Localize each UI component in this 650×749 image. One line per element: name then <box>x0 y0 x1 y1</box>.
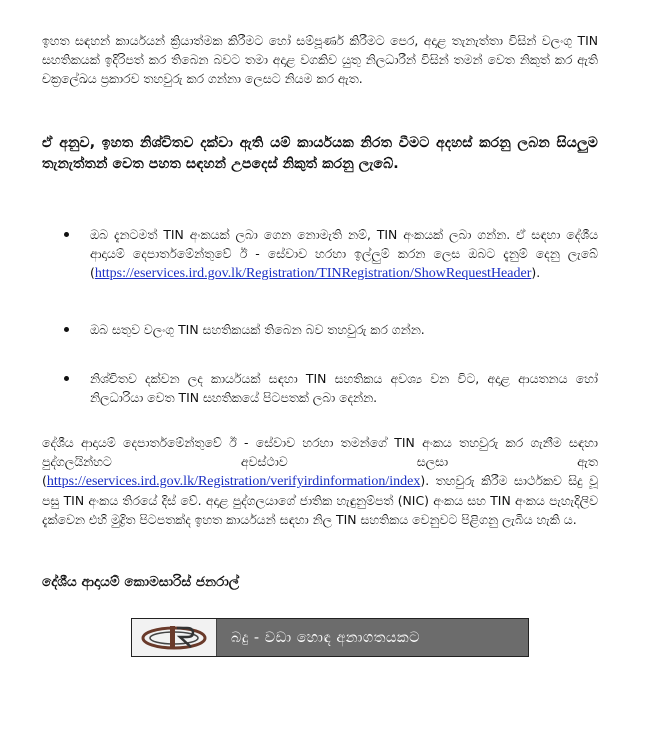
verify-tin-link[interactable]: https://eservices.ird.gov.lk/Registration/verifyirdinformation/index <box>46 474 421 489</box>
closing-text: දේශීය ආදායම් දෙපාර්තමේන්තුවේ ඊ - සේවාව හරහා තමන්ගේ TIN අංකය තහවුරු කර ගැනීම සඳහා පුද්ගලයින්හට අවස්ථාව සලසා ඇත ( <box>42 435 598 488</box>
bullet-icon <box>64 232 69 237</box>
bullet-icon <box>64 376 69 381</box>
slogan-banner <box>131 618 529 657</box>
list-item <box>90 225 598 283</box>
list-item-text: ඔබ සතුව වලංගු TIN සහතිකයක් තිබෙන බව තහවුරු කර ගන්න. <box>90 322 425 337</box>
tin-registration-link[interactable]: https://eservices.ird.gov.lk/Registration/TINRegistration/ShowRequestHeader <box>94 266 532 281</box>
bullet-icon <box>64 327 69 332</box>
list-item-text: ඔබ දැනටමත් TIN අංකයක් ලබා ගෙන නොමැති නම්, TIN අංකයක් ලබා ගන්න. ඒ සඳහා දේශීය ආදායම් දෙපාර්තමේන්තුවේ ඊ - සේවාව හරහා ඉල්ලුම් කරන ලෙස ඔබට දැනුම් දෙනු ලැබේ ( <box>90 227 598 280</box>
closing-paragraph <box>42 433 598 529</box>
list-item <box>90 320 598 339</box>
ird-logo-icon <box>132 619 217 656</box>
closing-text-end: ). තහවුරු කිරීම සාර්ථකව සිදු වූ පසු TIN අංකය තිරයේ දිස් වේ. අදාළ පුද්ගලයාගේ ජාතික හැඳුනුම්පත් (NIC) අංකය සහ TIN අංකය පැහැදිලිව දැක්වෙන එහි මුද්‍රිත පිටපතක්ද ඉහත කාර්යයන් සඳහා නිල TIN සහතිකය වෙනුවට පිළිගනු ලැබිය හැකි ය. <box>42 473 598 527</box>
lead-paragraph: ඒ අනුව, ඉහත නිශ්චිතව දක්වා ඇති යම් කාර්යයක නිරත වීමට අදහස් කරනු ලබන සියලුම තැනැත්තන් වෙත පහත සඳහන් උපදෙස් නිකුත් කරනු ලැබේ. <box>42 135 598 172</box>
signature-title: දේශීය ආදායම් කොමසාරිස් ජනරාල් <box>42 574 240 590</box>
list-item <box>90 369 598 407</box>
slogan-text: බදු - වඩා හොඳ අනාගතයකට <box>231 629 421 646</box>
list-item-text: නිශ්චිතව දක්වන ලද කාර්යයක් සඳහා TIN සහතිකය අවශ්‍ය වන විට, අදාළ ආයතනය හෝ නිලධාරියා වෙත TIN සහතිකයේ පිටපතක් ලබා දෙන්න. <box>90 371 598 405</box>
list-item-text-end: ). <box>531 265 541 280</box>
intro-paragraph: ඉහත සඳහන් කාර්යයන් ක්‍රියාත්මක කිරීමට හෝ සම්පූර්ණ කිරීමට පෙර, අදාළ තැනැත්තා විසින් වලංගු TIN සහතිකයක් ඉදිරිපත් කර තිබෙන බවට තමා අදාළ වගකිව යුතු නිලධාරීන් විසින් තමන් වෙත නිකුත් කර ඇති චක්‍රලේඛය ප්‍රකාරව තහවුරු කර ගන්නා ලෙසට නියම කර ඇත. <box>42 33 598 86</box>
